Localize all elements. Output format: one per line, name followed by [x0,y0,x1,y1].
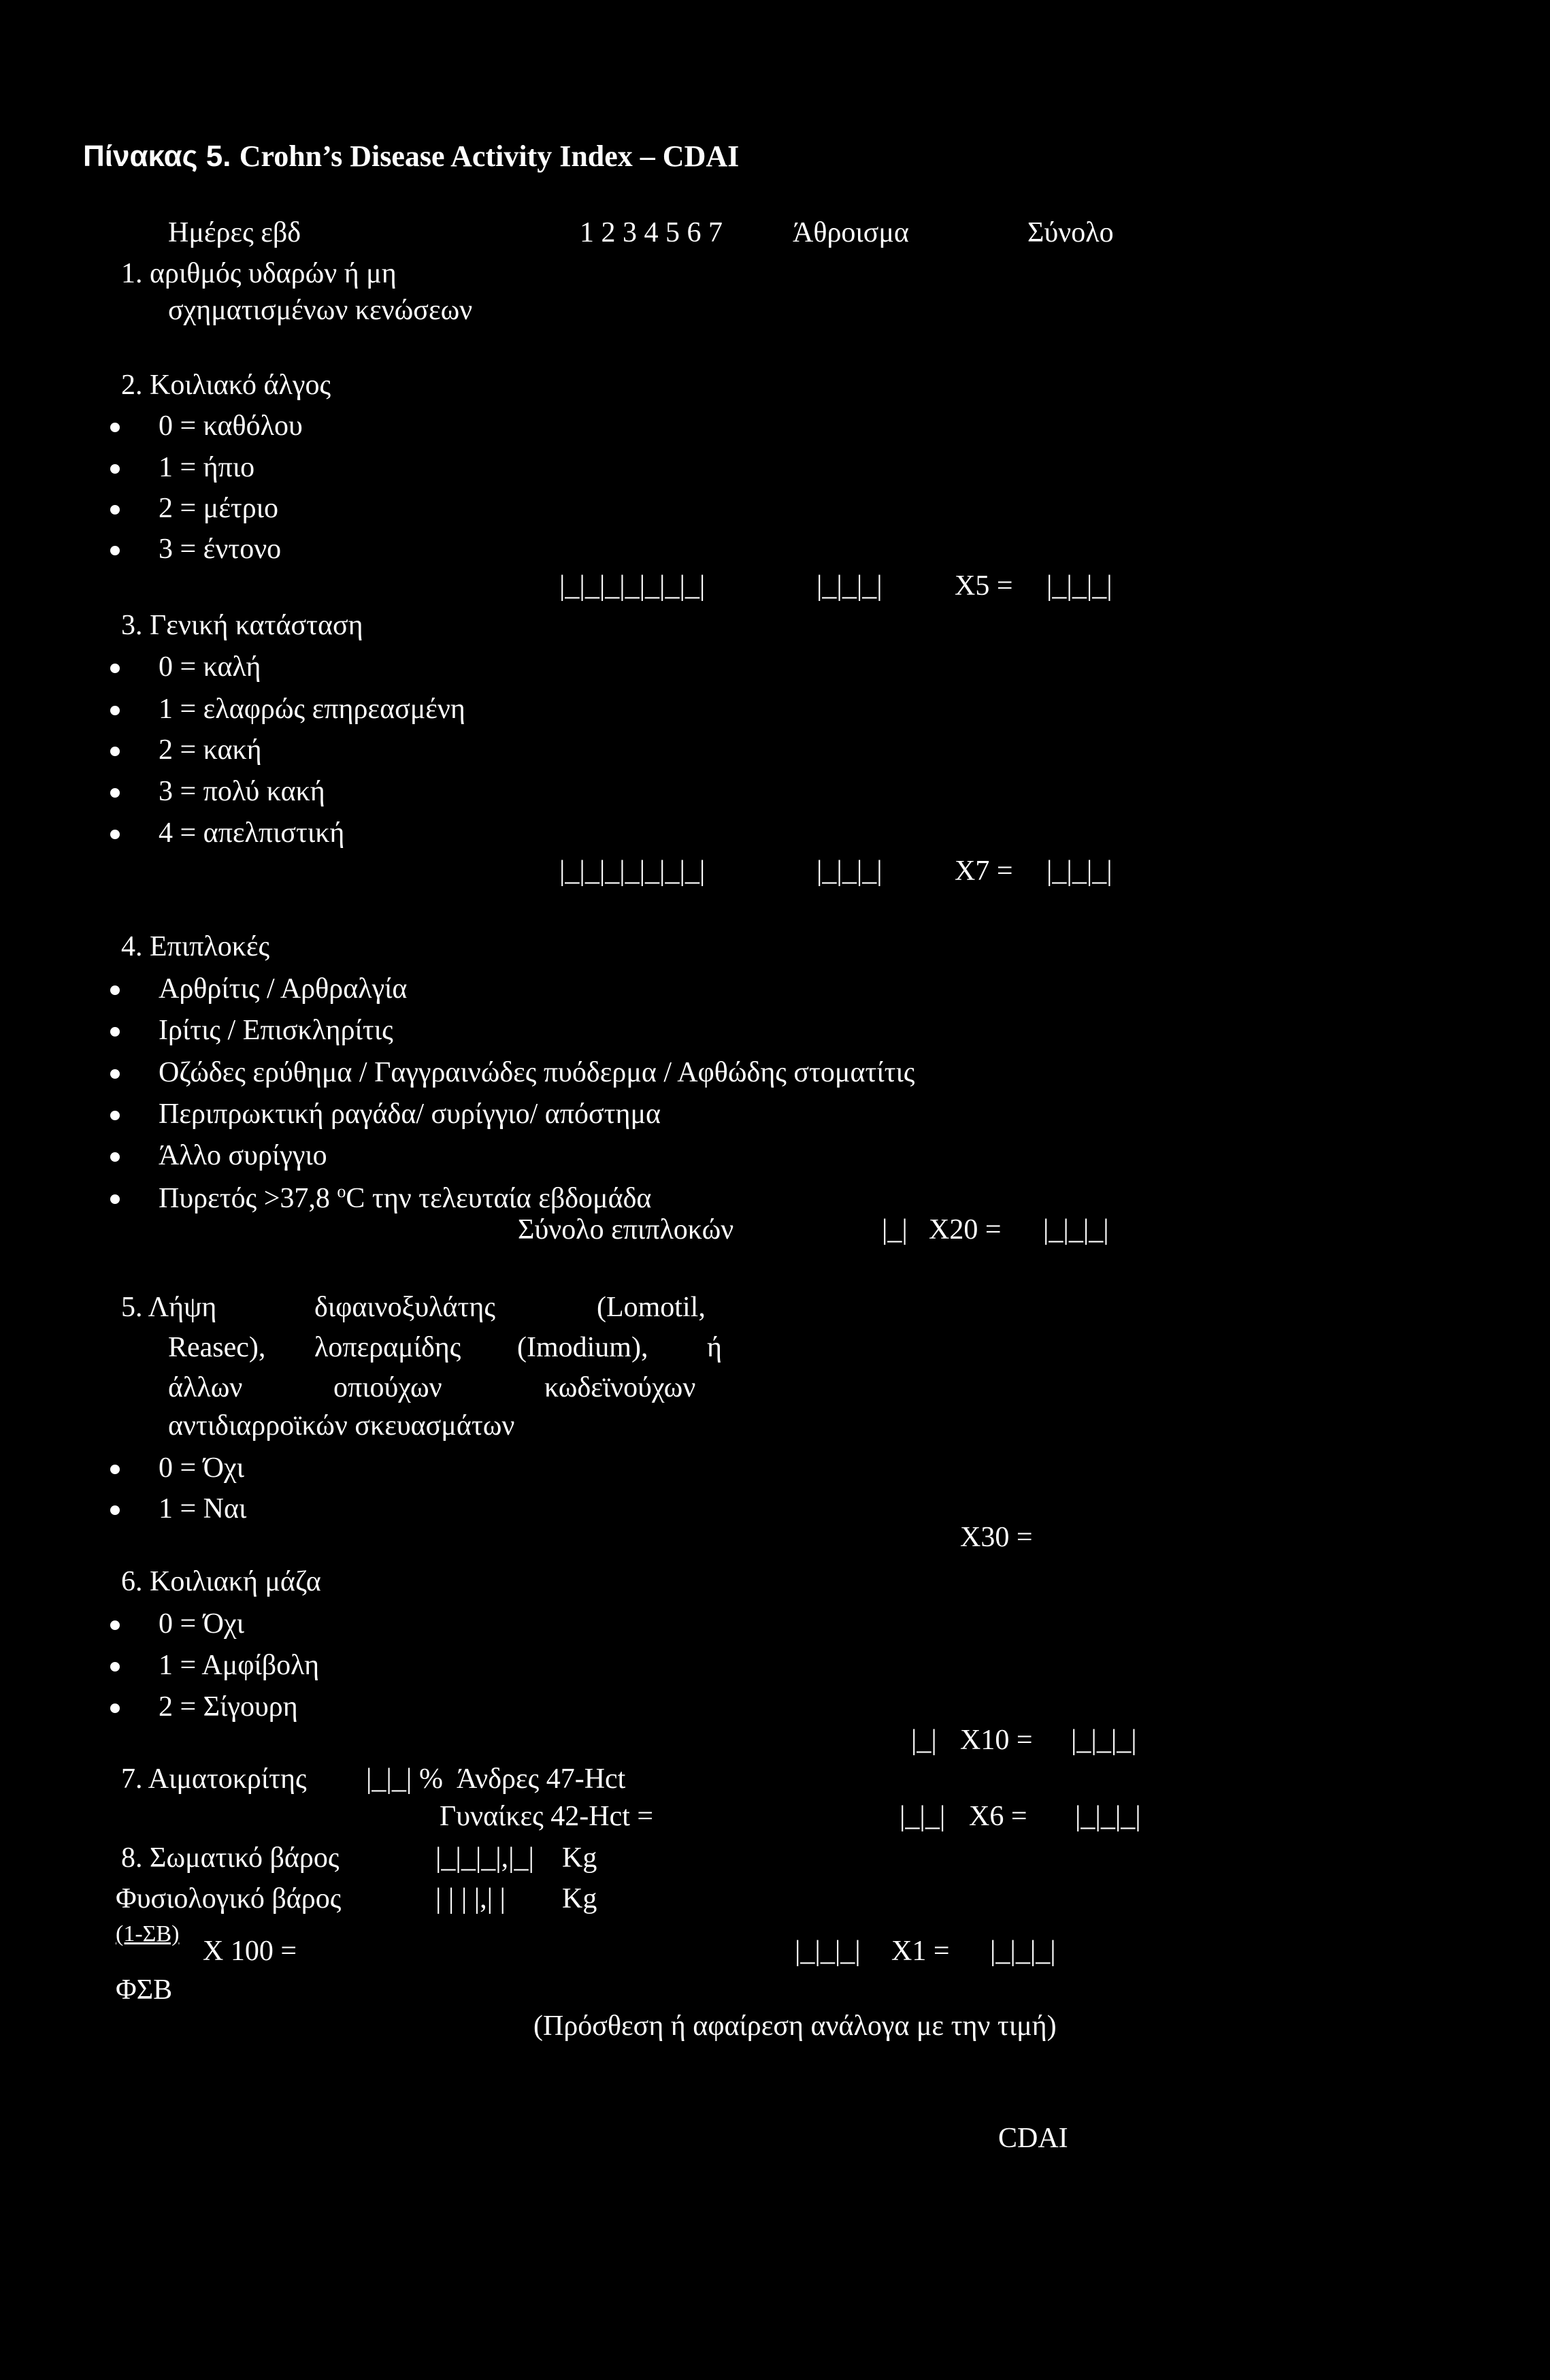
bullet-icon [110,1505,120,1515]
bullet-icon [110,664,120,673]
item8-ideal-unit: Kg [562,1883,597,1914]
item2-day-boxes[interactable]: |_|_|_|_|_|_|_| [559,570,706,602]
item8-total-box[interactable]: |_|_|_| [990,1936,1056,1967]
item4-heading: 4. Επιπλοκές [121,931,270,962]
item4-multiplier: X20 = [929,1214,1002,1245]
bullet-icon [110,505,120,515]
item3-option-2: 2 = κακή [159,734,262,766]
item7-men: Άνδρες 47-Hct [457,1763,626,1795]
formula-times: X 100 = [203,1936,297,1967]
item1-line1: 1. αριθμός υδαρών ή μη [121,258,397,289]
bullet-icon [110,1194,120,1204]
item7-hct-box[interactable]: |_|_| [366,1763,412,1795]
formula-numerator: (1-ΣΒ) [116,1921,180,1946]
fever-text-after: C την τελευταία εβδομάδα [346,1183,652,1214]
item6-count-box[interactable]: |_| [911,1725,937,1756]
item5-line3-a: άλλων [168,1372,243,1403]
item4-total-box[interactable]: |_|_|_| [1043,1214,1109,1245]
page-title [83,140,739,174]
item5-line2-a: Reasec), [168,1332,266,1363]
title-prefix: Πίνακας 5. [83,140,231,173]
item4-option-1: Ιρίτις / Επισκληρίτις [159,1015,393,1046]
item3-multiplier: X7 = [955,855,1013,887]
item8-label: 8. Σωματικό βάρος [121,1842,340,1874]
item6-multiplier: X10 = [960,1725,1033,1756]
bullet-icon [110,423,120,432]
item5-line2-c: (Imodium), [517,1332,648,1363]
formula-denominator: ΦΣΒ [116,1974,173,2006]
item2-total-box[interactable]: |_|_|_| [1046,570,1112,602]
item5-multiplier: X30 = [960,1522,1033,1553]
item4-total-label: Σύνολο επιπλοκών [518,1214,734,1245]
item8-note: (Πρόσθεση ή αφαίρεση ανάλογα με την τιμή) [533,2010,1057,2042]
bullet-icon [110,788,120,798]
item7-diff-box[interactable]: |_|_| [900,1801,946,1832]
item5-line1-b: διφαινοξυλάτης [314,1292,495,1323]
bullet-icon [110,747,120,756]
item7-multiplier: X6 = [969,1801,1027,1832]
days-label: Ημέρες εβδ [168,217,301,248]
sum-column-label: Άθροισμα [793,217,909,248]
bullet-icon [110,1027,120,1037]
item8-weight-unit: Kg [562,1842,597,1874]
item8-result-box[interactable]: |_|_|_| [795,1936,861,1967]
item3-day-boxes[interactable]: |_|_|_|_|_|_|_| [559,855,706,887]
item3-heading: 3. Γενική κατάσταση [121,610,363,641]
bullet-icon [110,1152,120,1162]
item7-label: 7. Αιματοκρίτης [121,1763,307,1795]
item7-women: Γυναίκες 42-Hct = [440,1801,654,1832]
item7-total-box[interactable]: |_|_|_| [1075,1801,1141,1832]
bullet-icon [110,1465,120,1474]
item3-total-box[interactable]: |_|_|_| [1046,855,1112,887]
item5-line4: αντιδιαρροϊκών σκευασμάτων [168,1410,515,1441]
total-column-label: Σύνολο [1027,217,1114,248]
item5-option-0: 0 = Όχι [159,1452,244,1484]
item6-option-2: 2 = Σίγουρη [159,1691,298,1723]
item5-line3-b: οπιούχων [333,1372,442,1403]
item2-multiplier: X5 = [955,570,1013,602]
bullet-icon [110,985,120,995]
item3-option-0: 0 = καλή [159,651,261,683]
bullet-icon [110,706,120,715]
item6-total-box[interactable]: |_|_|_| [1071,1725,1137,1756]
item3-option-1: 1 = ελαφρώς επηρεασμένη [159,694,465,725]
item4-option-2: Οζώδες ερύθημα / Γαγγραινώδες πυόδερμα / Αφθώδης στοματίτις [159,1057,915,1088]
item2-option-2: 2 = μέτριο [159,493,278,524]
item8-multiplier: X1 = [891,1936,950,1967]
item5-line3-c: κωδεϊνούχων [544,1372,696,1403]
item5-line1-a: 5. Λήψη [121,1292,217,1323]
days-numbers: 1 2 3 4 5 6 7 [580,217,723,248]
item5-line2-d: ή [707,1332,722,1363]
item4-option-0: Αρθρίτις / Αρθραλγία [159,973,408,1005]
bullet-icon [110,546,120,555]
bullet-icon [110,830,120,839]
degree-mark: o [337,1181,346,1201]
item8-weight-box[interactable]: |_|_|_|,|_| [435,1842,534,1874]
bullet-icon [110,1111,120,1120]
item2-option-1: 1 = ήπιο [159,452,255,483]
bullet-icon [110,1620,120,1630]
fever-text-before: Πυρετός >37,8 [159,1183,337,1214]
item4-option-3: Περιπρωκτική ραγάδα/ συρίγγιο/ απόστημα [159,1098,661,1130]
item2-heading: 2. Κοιλιακό άλγος [121,370,331,401]
item4-option-4: Άλλο συρίγγιο [159,1140,327,1171]
item3-option-3: 3 = πολύ κακή [159,776,325,807]
item5-option-1: 1 = Ναι [159,1493,247,1525]
item4-fever [159,1181,651,1215]
cdai-label: CDAI [998,2123,1068,2154]
item8-ideal-box[interactable]: | | | |,| | [435,1883,506,1914]
item4-count-box[interactable]: |_| [882,1214,908,1245]
item5-line1-c: (Lomotil, [597,1292,706,1323]
item7-percent: % [419,1763,443,1795]
item3-option-4: 4 = απελπιστική [159,817,345,849]
item6-heading: 6. Κοιλιακή μάζα [121,1566,321,1597]
item6-option-1: 1 = Αμφίβολη [159,1650,320,1681]
item8-ideal-label: Φυσιολογικό βάρος [116,1883,342,1914]
item3-sum-box[interactable]: |_|_|_| [817,855,883,887]
bullet-icon [110,464,120,474]
item2-option-3: 3 = έντονο [159,534,282,565]
bullet-icon [110,1069,120,1079]
item1-line2: σχηματισμένων κενώσεων [168,295,473,326]
item2-option-0: 0 = καθόλου [159,410,303,442]
item2-sum-box[interactable]: |_|_|_| [817,570,883,602]
title-text: Crohn’s Disease Activity Index – CDAI [239,140,740,173]
bullet-icon [110,1662,120,1672]
item5-line2-b: λοπεραμίδης [314,1332,461,1363]
bullet-icon [110,1704,120,1713]
item6-option-0: 0 = Όχι [159,1608,244,1640]
